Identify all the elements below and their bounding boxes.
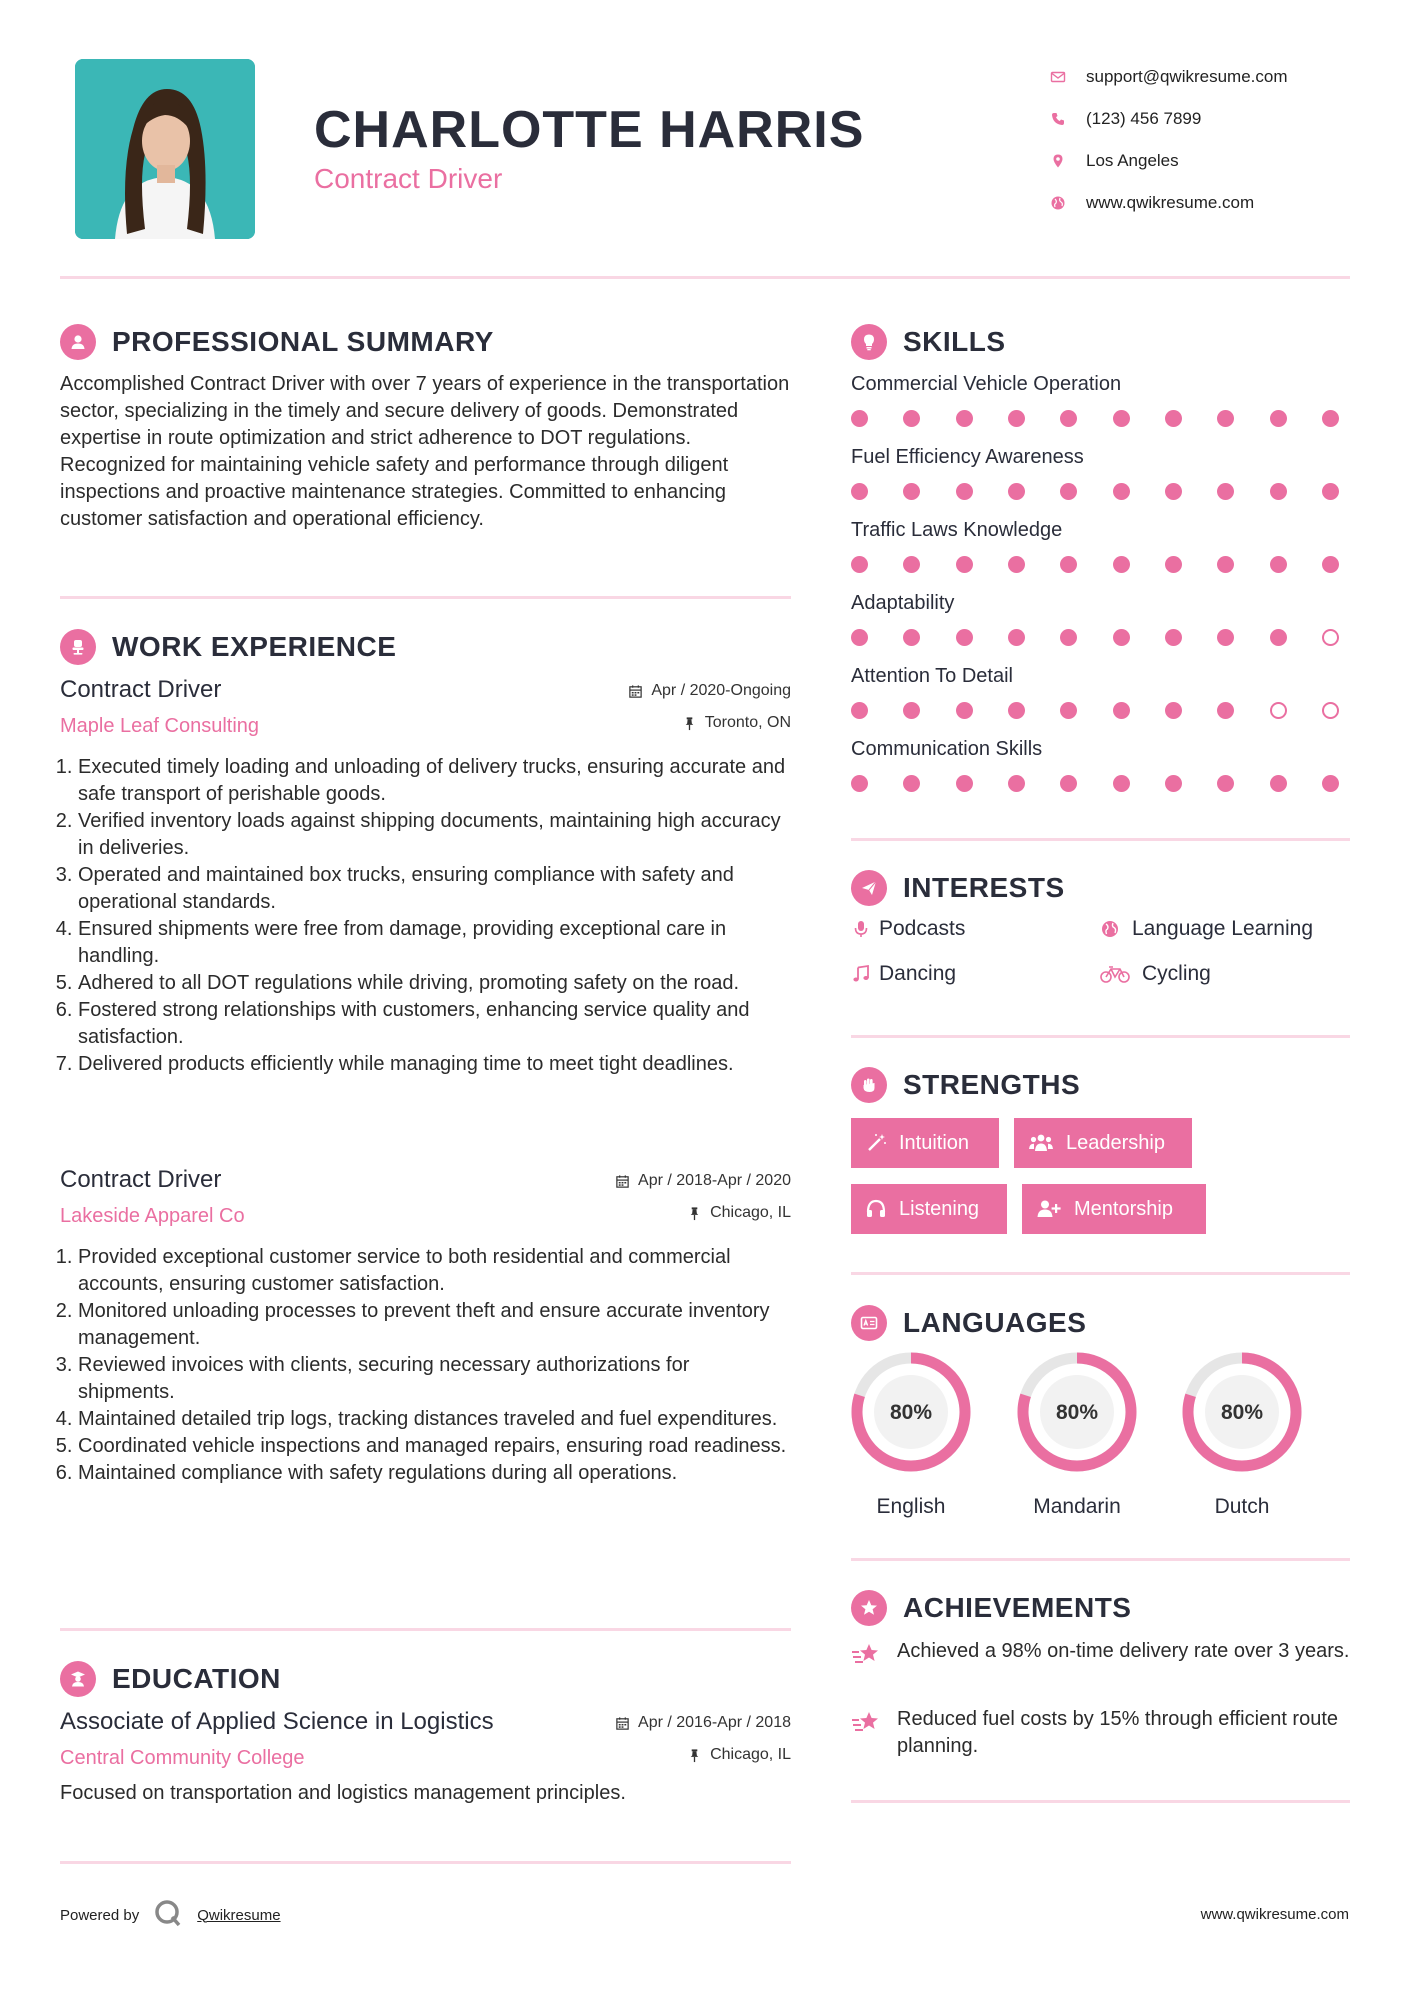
calendar-icon	[615, 1716, 630, 1731]
education-date	[615, 1714, 791, 1732]
paper-plane-icon	[851, 870, 887, 906]
contact-website[interactable]	[1050, 182, 1390, 224]
rating-dot-empty	[1270, 702, 1287, 719]
skill-rating	[851, 619, 1351, 659]
powered-by-text: Powered by	[60, 1906, 140, 1924]
rating-dot-empty	[1322, 629, 1339, 646]
rating-dot-filled	[1270, 483, 1287, 500]
email-icon	[1050, 69, 1086, 85]
education-location	[687, 1746, 791, 1764]
skill-item	[851, 587, 1351, 659]
interests-divider	[851, 1035, 1350, 1038]
job-date-text: Apr / 2020-Ongoing	[651, 682, 791, 699]
rating-dot-filled	[1217, 702, 1234, 719]
rating-dot-filled	[1165, 702, 1182, 719]
skill-name: Commercial Vehicle Operation	[851, 373, 1122, 395]
rating-dot-filled	[1113, 556, 1130, 573]
list-item: 5. Adhered to all DOT regulations while driving, promoting safety on the road.	[78, 970, 791, 997]
skill-rating	[851, 473, 1351, 513]
rating-dot-filled	[1165, 775, 1182, 792]
contact-phone[interactable]	[1050, 98, 1390, 140]
group-icon	[1028, 1132, 1054, 1154]
shooting-star-icon	[851, 1638, 897, 1673]
rating-dot-filled	[1217, 410, 1234, 427]
rating-dot-filled	[1322, 483, 1339, 500]
job-location-text: Chicago, IL	[710, 1204, 791, 1221]
languages-title: LANGUAGES	[903, 1307, 1087, 1338]
profile-photo	[75, 59, 255, 239]
rating-dot-filled	[1008, 629, 1025, 646]
education-description: Focused on transportation and logistics management principles.	[60, 1782, 626, 1804]
fist-icon	[851, 1067, 887, 1103]
skill-item	[851, 733, 1351, 805]
job-date	[615, 1172, 791, 1190]
interest-label: Language Learning	[1132, 917, 1314, 940]
strength-chip	[851, 1184, 1007, 1234]
language-item	[1015, 1350, 1139, 1519]
interests-heading	[851, 870, 1065, 906]
rating-dot-filled	[851, 483, 868, 500]
list-item: 1. Provided exceptional customer service to both residential and commercial accounts, ensuring customer satisfaction.	[78, 1244, 791, 1298]
avatar	[75, 59, 255, 239]
rating-dot-filled	[1217, 483, 1234, 500]
list-item: 7. Delivered products efficiently while managing time to meet tight deadlines.	[78, 1051, 791, 1078]
user-icon	[60, 324, 96, 360]
skill-name: Fuel Efficiency Awareness	[851, 446, 1084, 468]
strengths-heading	[851, 1067, 1080, 1103]
strength-label: Leadership	[1066, 1131, 1165, 1154]
rating-dot-filled	[1165, 629, 1182, 646]
job-location-text: Toronto, ON	[704, 714, 791, 731]
rating-dot-filled	[1165, 483, 1182, 500]
education-date-text: Apr / 2016-Apr / 2018	[638, 1714, 791, 1731]
skill-item	[851, 441, 1351, 513]
interest-item	[1100, 917, 1313, 941]
headphones-icon	[865, 1198, 887, 1220]
job-entry	[60, 672, 791, 1078]
education-entry	[60, 1704, 791, 1807]
footer-powered-by	[60, 1898, 281, 1932]
rating-dot-filled	[1217, 629, 1234, 646]
language-item	[1180, 1350, 1304, 1519]
language-proficiency-ring	[849, 1350, 973, 1474]
experience-heading	[60, 629, 396, 665]
rating-dot-filled	[1270, 556, 1287, 573]
bicycle-icon	[1100, 964, 1142, 984]
experience-divider	[60, 1628, 791, 1631]
education-location-text: Chicago, IL	[710, 1746, 791, 1763]
skills-divider	[851, 838, 1350, 841]
pin-icon	[687, 1206, 702, 1221]
interest-item	[851, 917, 965, 941]
globe-icon	[1100, 919, 1132, 939]
list-item: 5. Coordinated vehicle inspections and managed repairs, ensuring road readiness.	[78, 1433, 791, 1460]
rating-dot-filled	[1008, 556, 1025, 573]
calendar-icon	[628, 684, 643, 699]
rating-dot-filled	[956, 410, 973, 427]
interests-title: INTERESTS	[903, 872, 1065, 903]
rating-dot-filled	[903, 556, 920, 573]
job-duties	[60, 754, 791, 1078]
language-name: Mandarin	[1033, 1495, 1121, 1518]
list-item: 3. Operated and maintained box trucks, ensuring compliance with safety and operational standards.	[78, 862, 791, 916]
job-date-text: Apr / 2018-Apr / 2020	[638, 1172, 791, 1189]
magic-wand-icon	[865, 1132, 887, 1154]
list-item: 4. Ensured shipments were free from damage, providing exceptional care in handling.	[78, 916, 791, 970]
rating-dot-filled	[903, 410, 920, 427]
rating-dot-filled	[851, 702, 868, 719]
languages-divider	[851, 1558, 1350, 1561]
microphone-icon	[851, 919, 879, 939]
qwikresume-logo-icon	[153, 1898, 183, 1932]
strengths-title: STRENGTHS	[903, 1069, 1081, 1100]
achievements-divider	[851, 1800, 1350, 1803]
experience-title: WORK EXPERIENCE	[112, 631, 397, 662]
skill-item	[851, 514, 1351, 586]
candidate-role: Contract Driver	[314, 163, 503, 194]
language-percent: 80%	[889, 1401, 933, 1424]
lightbulb-icon	[851, 324, 887, 360]
languages-heading	[851, 1305, 1086, 1341]
list-item: 2. Monitored unloading processes to prevent theft and ensure accurate inventory management.	[78, 1298, 791, 1352]
phone-icon	[1050, 111, 1086, 127]
skill-rating	[851, 400, 1351, 440]
rating-dot-filled	[1165, 556, 1182, 573]
skill-rating	[851, 692, 1351, 732]
contact-email-text: support@qwikresume.com	[1086, 67, 1288, 86]
strength-chip	[1014, 1118, 1192, 1168]
skill-name: Communication Skills	[851, 738, 1043, 760]
qwikresume-link[interactable]: Qwikresume	[197, 1906, 281, 1924]
language-percent: 80%	[1055, 1401, 1099, 1424]
language-name: Dutch	[1214, 1495, 1270, 1518]
achievement-text: Reduced fuel costs by 15% through efficient route planning.	[897, 1708, 1339, 1757]
contact-location	[1050, 140, 1390, 182]
rating-dot-filled	[1217, 775, 1234, 792]
rating-dot-filled	[1270, 629, 1287, 646]
contact-website-text: www.qwikresume.com	[1086, 193, 1255, 212]
education-heading	[60, 1661, 281, 1697]
list-item: 1. Executed timely loading and unloading of delivery trucks, ensuring accurate and safe transport of perishable goods.	[78, 754, 791, 808]
rating-dot-filled	[1060, 483, 1077, 500]
rating-dot-filled	[1008, 702, 1025, 719]
achievements-title: ACHIEVEMENTS	[903, 1592, 1132, 1623]
candidate-name: CHARLOTTE HARRIS	[314, 101, 865, 159]
rating-dot-filled	[956, 483, 973, 500]
rating-dot-filled	[1113, 702, 1130, 719]
skill-name: Adaptability	[851, 592, 955, 614]
shooting-star-icon	[851, 1706, 897, 1760]
strength-label: Listening	[899, 1197, 980, 1220]
skill-item	[851, 368, 1351, 440]
rating-dot-filled	[851, 556, 868, 573]
school-name: Central Community College	[60, 1747, 305, 1769]
contact-list	[1050, 56, 1390, 224]
strength-chip	[1022, 1184, 1206, 1234]
strength-chip	[851, 1118, 999, 1168]
rating-dot-filled	[1322, 775, 1339, 792]
job-location	[682, 714, 791, 732]
rating-dot-filled	[956, 629, 973, 646]
list-item: 2. Verified inventory loads against shipping documents, maintaining high accuracy in deliveries.	[78, 808, 791, 862]
rating-dot-filled	[1270, 775, 1287, 792]
rating-dot-filled	[1008, 483, 1025, 500]
rating-dot-filled	[1113, 629, 1130, 646]
rating-dot-filled	[1008, 775, 1025, 792]
contact-phone-text: (123) 456 7899	[1086, 109, 1202, 128]
rating-dot-filled	[1113, 483, 1130, 500]
star-icon	[851, 1590, 887, 1626]
location-icon	[1050, 153, 1086, 169]
language-proficiency-ring	[1015, 1350, 1139, 1474]
rating-dot-filled	[1165, 410, 1182, 427]
rating-dot-filled	[903, 775, 920, 792]
header-divider	[60, 276, 1350, 279]
globe-icon	[1050, 195, 1086, 211]
language-item	[849, 1350, 973, 1519]
rating-dot-filled	[1217, 556, 1234, 573]
rating-dot-filled	[1060, 410, 1077, 427]
rating-dot-filled	[903, 702, 920, 719]
language-name: English	[876, 1495, 946, 1518]
summary-heading	[60, 324, 494, 360]
education-divider	[60, 1861, 791, 1864]
job-location	[687, 1204, 791, 1222]
skill-rating	[851, 765, 1351, 805]
list-item: 3. Reviewed invoices with clients, securing necessary authorizations for shipments.	[78, 1352, 791, 1406]
summary-divider	[60, 596, 791, 599]
achievements-heading	[851, 1590, 1131, 1626]
job-entry	[60, 1162, 791, 1487]
list-item: 6. Maintained compliance with safety regulations during all operations.	[78, 1460, 791, 1487]
contact-email[interactable]	[1050, 56, 1390, 98]
rating-dot-empty	[1322, 702, 1339, 719]
skill-name: Attention To Detail	[851, 665, 1013, 687]
rating-dot-filled	[1060, 702, 1077, 719]
summary-title: PROFESSIONAL SUMMARY	[112, 326, 494, 357]
language-percent: 80%	[1220, 1401, 1264, 1424]
list-item: 4. Maintained detailed trip logs, tracking distances traveled and fuel expenditures.	[78, 1406, 791, 1433]
skills-title: SKILLS	[903, 326, 1006, 357]
rating-dot-filled	[1113, 410, 1130, 427]
user-plus-icon	[1036, 1198, 1062, 1220]
job-company: Lakeside Apparel Co	[60, 1205, 245, 1227]
rating-dot-filled	[851, 775, 868, 792]
graduate-icon	[60, 1661, 96, 1697]
strength-label: Intuition	[899, 1131, 970, 1154]
language-icon	[851, 1305, 887, 1341]
pin-icon	[687, 1748, 702, 1763]
calendar-icon	[615, 1174, 630, 1189]
degree-title: Associate of Applied Science in Logistics	[60, 1708, 494, 1735]
skill-name: Traffic Laws Knowledge	[851, 519, 1063, 541]
rating-dot-filled	[851, 410, 868, 427]
contact-location-text: Los Angeles	[1086, 151, 1179, 170]
achievement-item	[851, 1706, 1351, 1760]
summary-text: Accomplished Contract Driver with over 7 years of experience in the transportation sector, specializing in the timely and secure delivery of goods. Demonstrated expertise in route optimization and strict adherence to DOT regulations. Recognized for maintaining vehicle safety and performance through diligent inspections and proactive maintenance strategies. Committed to enhancing customer satisfaction and operational efficiency.	[60, 373, 790, 530]
job-company: Maple Leaf Consulting	[60, 715, 260, 737]
rating-dot-filled	[1113, 775, 1130, 792]
rating-dot-filled	[851, 629, 868, 646]
rating-dot-filled	[1008, 410, 1025, 427]
rating-dot-filled	[956, 702, 973, 719]
skill-item	[851, 660, 1351, 732]
rating-dot-filled	[1270, 410, 1287, 427]
skills-heading	[851, 324, 1006, 360]
achievement-text: Achieved a 98% on-time delivery rate over 3 years.	[897, 1640, 1350, 1662]
rating-dot-filled	[903, 483, 920, 500]
interest-label: Cycling	[1142, 962, 1211, 985]
rating-dot-filled	[1322, 410, 1339, 427]
rating-dot-filled	[903, 629, 920, 646]
strengths-divider	[851, 1272, 1350, 1275]
rating-dot-filled	[956, 556, 973, 573]
rating-dot-filled	[1322, 556, 1339, 573]
list-item: 6. Fostered strong relationships with customers, enhancing service quality and satisfaction.	[78, 997, 791, 1051]
interest-label: Dancing	[879, 962, 957, 985]
interest-label: Podcasts	[879, 917, 966, 940]
music-note-icon	[851, 964, 879, 984]
rating-dot-filled	[1060, 775, 1077, 792]
job-duties	[60, 1244, 791, 1487]
achievement-item	[851, 1638, 1351, 1673]
strength-label: Mentorship	[1074, 1197, 1173, 1220]
pin-icon	[682, 716, 697, 731]
interest-item	[1100, 962, 1211, 986]
rating-dot-filled	[1060, 629, 1077, 646]
job-title: Contract Driver	[60, 1166, 222, 1193]
job-date	[628, 682, 791, 700]
language-proficiency-ring	[1180, 1350, 1304, 1474]
interest-item	[851, 962, 956, 986]
job-title: Contract Driver	[60, 676, 222, 703]
skill-rating	[851, 546, 1351, 586]
education-title: EDUCATION	[112, 1663, 281, 1694]
footer-website[interactable]: www.qwikresume.com	[1200, 1906, 1349, 1923]
rating-dot-filled	[956, 775, 973, 792]
rating-dot-filled	[1060, 556, 1077, 573]
chair-icon	[60, 629, 96, 665]
